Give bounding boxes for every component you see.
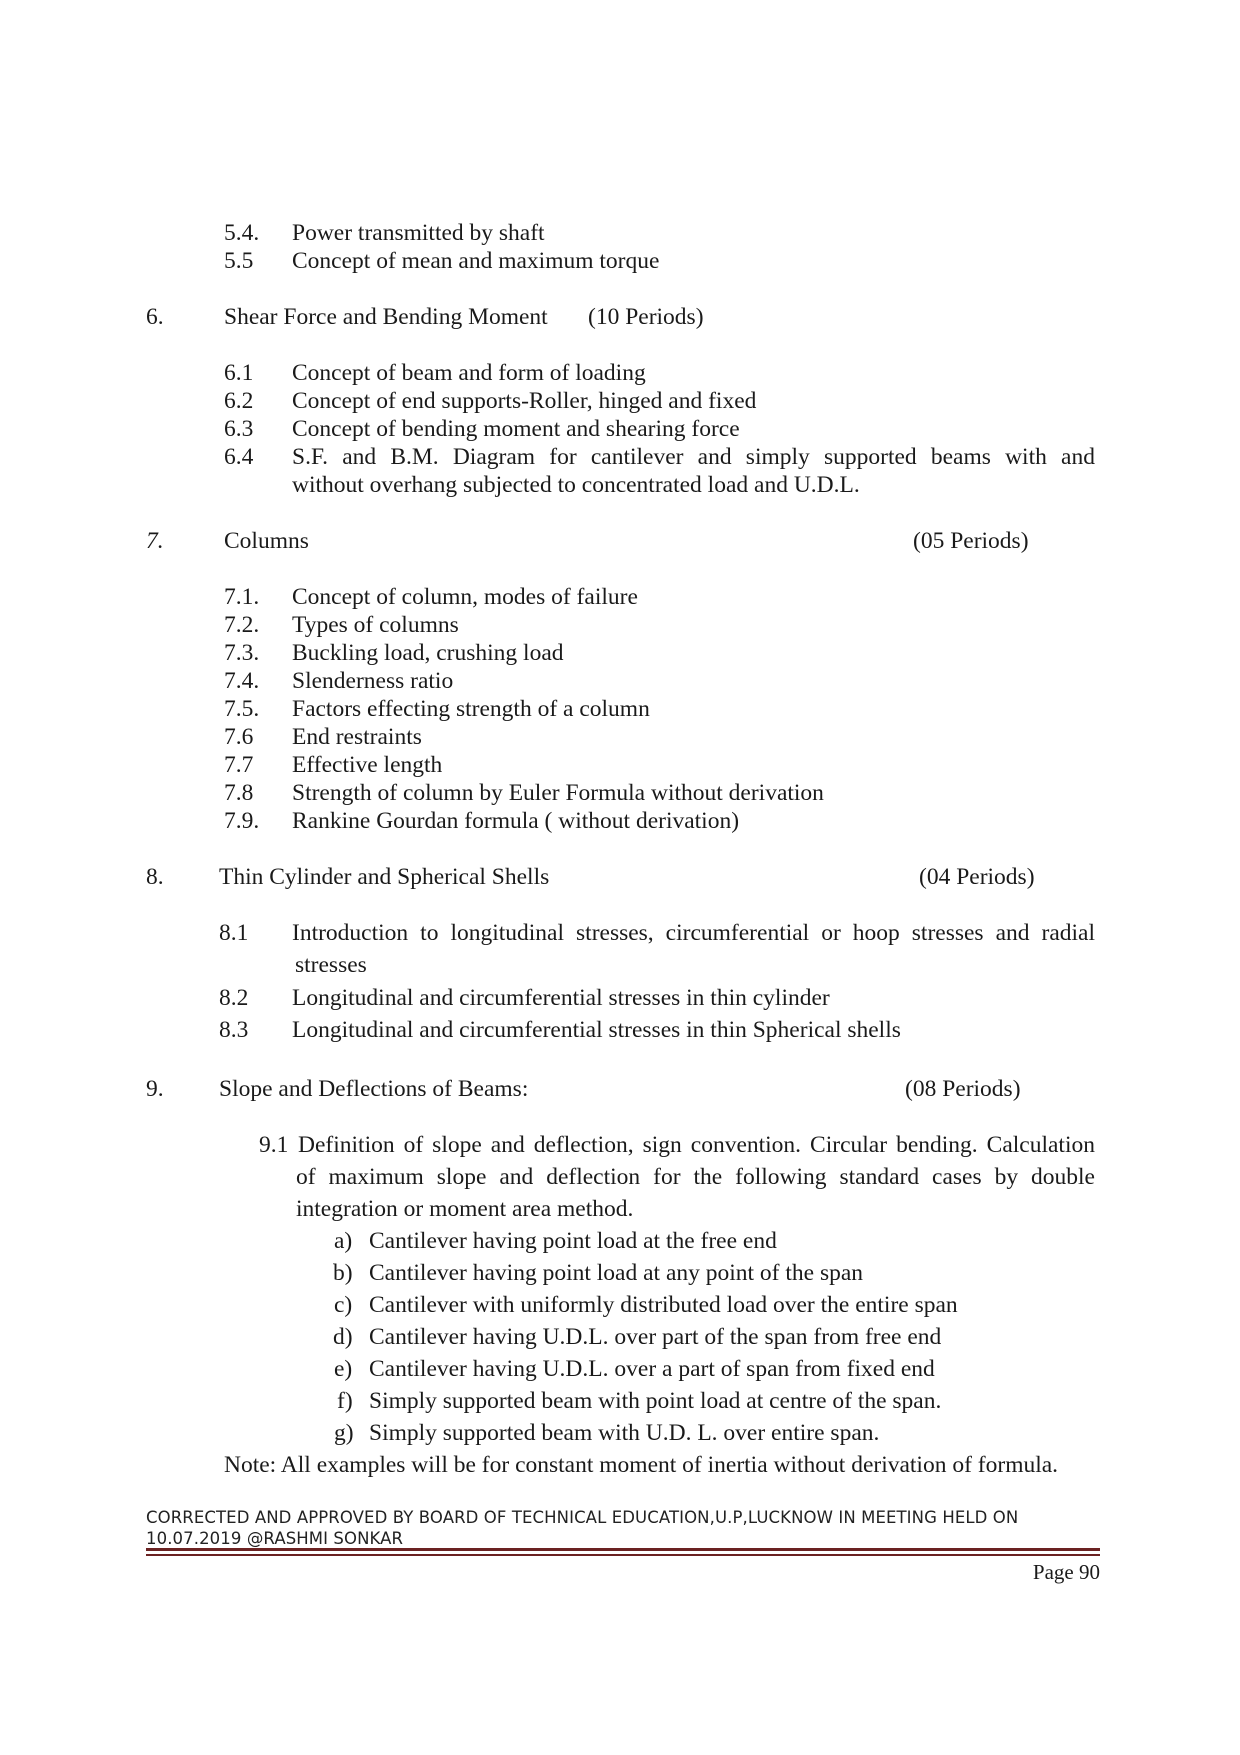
section-title: Shear Force and Bending Moment (224, 304, 548, 330)
item-text: Concept of end supports-Roller, hinged and fixed (292, 388, 757, 414)
case-letter: f) (337, 1388, 353, 1414)
item-number: 7.5. (224, 696, 260, 722)
case-letter: c) (334, 1292, 353, 1318)
item-text: Longitudinal and circumferential stresses in thin Spherical shells (292, 1017, 901, 1043)
item-text-continued: of maximum slope and deflection for the following standard cases by double (296, 1164, 1095, 1190)
item-text: Introduction to longitudinal stresses, circumferential or hoop stresses and radial (292, 920, 1095, 946)
item-text: Definition of slope and deflection, sign convention. Circular bending. Calculation (298, 1132, 1095, 1158)
page-number: Page 90 (1032, 1560, 1100, 1584)
case-text: Cantilever having U.D.L. over a part of span from fixed end (369, 1356, 935, 1382)
item-text: Concept of bending moment and shearing force (292, 416, 740, 442)
item-number: 8.3 (219, 1017, 249, 1043)
case-text: Simply supported beam with U.D. L. over entire span. (369, 1420, 880, 1446)
item-number: 7.9. (224, 808, 260, 834)
item-text-continued: integration or moment area method. (296, 1196, 634, 1222)
item-number: 8.1 (219, 920, 249, 946)
item-text: Buckling load, crushing load (292, 640, 564, 666)
section-number: 9. (146, 1076, 164, 1102)
item-text: Effective length (292, 752, 443, 778)
item-text: Slenderness ratio (292, 668, 454, 694)
case-text: Cantilever with uniformly distributed load over the entire span (369, 1292, 958, 1318)
section-title: Thin Cylinder and Spherical Shells (219, 864, 550, 890)
item-number: 7.1. (224, 584, 260, 610)
section-number: 8. (146, 864, 164, 890)
item-text-continued: without overhang subjected to concentrated load and U.D.L. (292, 472, 860, 498)
section-title: Columns (224, 528, 309, 554)
item-text: End restraints (292, 724, 422, 750)
case-letter: b) (333, 1260, 353, 1286)
item-text: Factors effecting strength of a column (292, 696, 650, 722)
footer-rule-thin (146, 1554, 1100, 1556)
footer-approval-line: CORRECTED AND APPROVED BY BOARD OF TECHNICAL EDUCATION,U.P,LUCKNOW IN MEETING HELD ON (146, 1508, 1019, 1527)
item-text: Strength of column by Euler Formula without derivation (292, 780, 824, 806)
item-text: Concept of beam and form of loading (292, 360, 646, 386)
section-title: Slope and Deflections of Beams: (219, 1076, 529, 1102)
case-text: Cantilever having U.D.L. over part of the span from free end (369, 1324, 942, 1350)
section-periods: (10 Periods) (588, 304, 704, 330)
item-text: Power transmitted by shaft (292, 220, 545, 246)
section-periods: (08 Periods) (905, 1076, 1021, 1102)
case-letter: g) (334, 1420, 354, 1446)
case-letter: e) (334, 1356, 353, 1382)
item-text: Concept of mean and maximum torque (292, 248, 660, 274)
item-number: 5.5 (224, 248, 254, 274)
item-number: 6.4 (224, 444, 254, 470)
item-number: 6.2 (224, 388, 254, 414)
case-letter: a) (334, 1228, 353, 1254)
case-text: Simply supported beam with point load at centre of the span. (369, 1388, 942, 1414)
item-number: 7.8 (224, 780, 254, 806)
item-number: 9.1 (259, 1132, 289, 1158)
item-text: Longitudinal and circumferential stresses in thin cylinder (292, 985, 830, 1011)
section-periods: (04 Periods) (919, 864, 1035, 890)
item-number: 7.6 (224, 724, 254, 750)
item-number: 7.7 (224, 752, 254, 778)
item-number: 7.4. (224, 668, 260, 694)
item-text: Types of columns (292, 612, 459, 638)
item-number: 6.3 (224, 416, 254, 442)
item-number: 7.2. (224, 612, 260, 638)
item-text: Rankine Gourdan formula ( without derivation) (292, 808, 740, 834)
section-number: 7. (146, 528, 164, 554)
case-text: Cantilever having point load at any point of the span (369, 1260, 864, 1286)
item-text-continued: stresses (295, 952, 367, 978)
case-text: Cantilever having point load at the free end (369, 1228, 777, 1254)
footer-rule-thick (146, 1548, 1100, 1551)
section-periods: (05 Periods) (913, 528, 1029, 554)
item-number: 7.3. (224, 640, 260, 666)
note-text: Note: All examples will be for constant moment of inertia without derivation of formula. (224, 1452, 1059, 1478)
item-number: 8.2 (219, 985, 249, 1011)
section-number: 6. (146, 304, 164, 330)
item-number: 5.4. (224, 220, 260, 246)
case-letter: d) (333, 1324, 353, 1350)
item-text: S.F. and B.M. Diagram for cantilever and simply supported beams with and (292, 444, 1095, 470)
item-text: Concept of column, modes of failure (292, 584, 638, 610)
item-number: 6.1 (224, 360, 254, 386)
footer-date-author: 10.07.2019 @RASHMI SONKAR (146, 1529, 404, 1548)
